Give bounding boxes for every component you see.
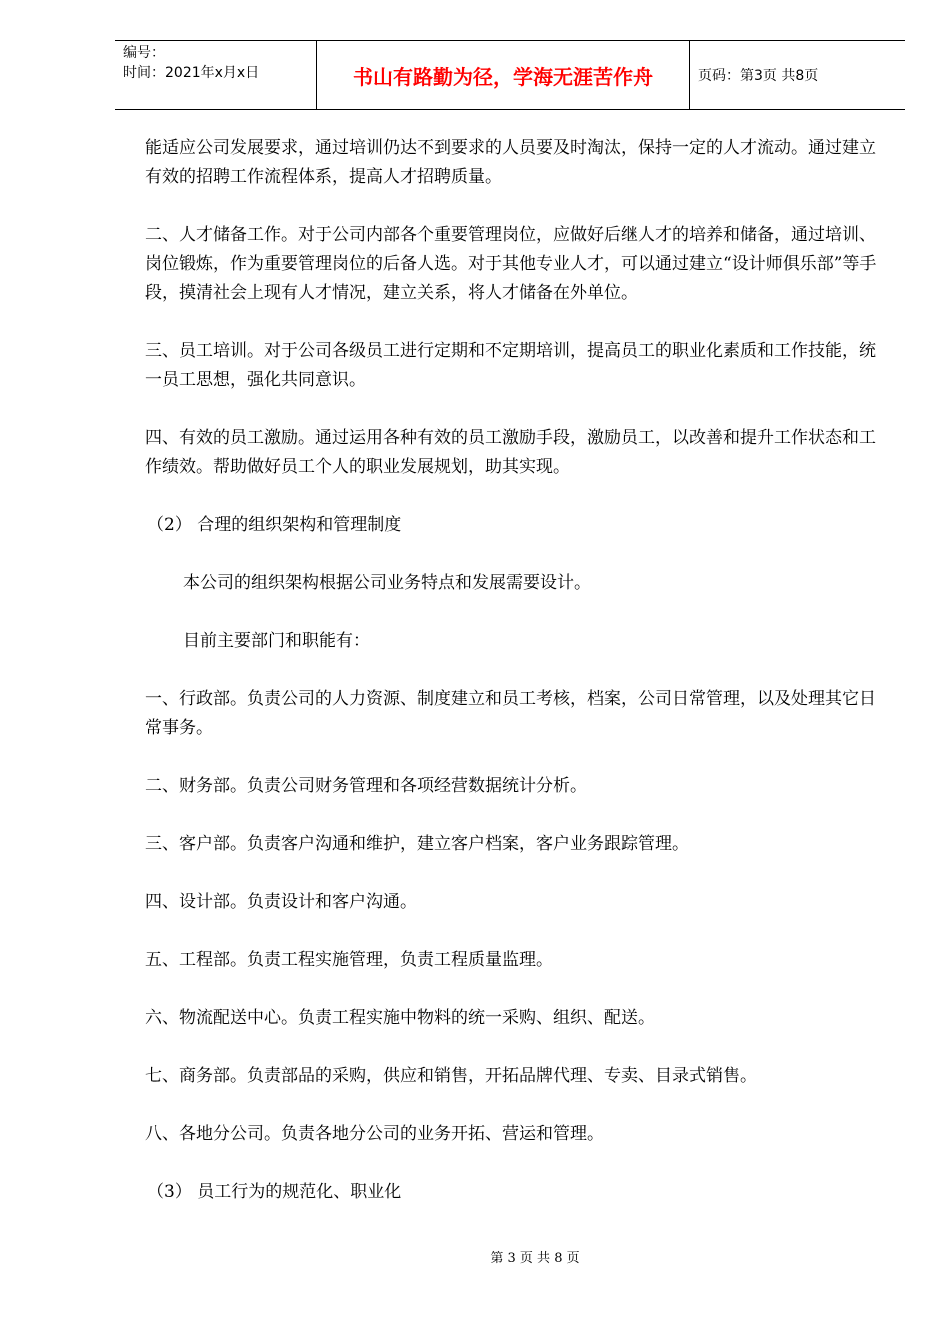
paragraph: 能适应公司发展要求，通过培训仍达不到要求的人员要及时淘汰，保持一定的人才流动。通过建立有效的招聘工作流程体系，提高人才招聘质量。 [145,138,876,187]
department-item: 八、各地分公司。负责各地分公司的业务开拓、营运和管理。 [145,1124,604,1144]
page-footer: 第 3 页 共 8 页 [490,1251,580,1266]
header-page-label: 页码：第3页 共8页 [698,68,819,84]
department-item: 二、财务部。负责公司财务管理和各项经营数据统计分析。 [145,776,587,796]
paragraph: 三、员工培训。对于公司各级员工进行定期和不定期培训，提高员工的职业化素质和工作技能，统一员工思想，强化共同意识。 [145,341,876,390]
code-label: 编号： [123,45,165,61]
header-motto: 书山有路勤为径，学海无涯苦作舟 [316,41,690,109]
department-item: 七、商务部。负责部品的采购，供应和销售，开拓品牌代理、专卖、目录式销售。 [145,1066,757,1086]
time-label: 时间：2021年x月x日 [123,65,260,81]
department-item: 三、客户部。负责客户沟通和维护，建立客户档案，客户业务跟踪管理。 [145,834,689,854]
paragraph: 四、有效的员工激励。通过运用各种有效的员工激励手段，激励员工，以改善和提升工作状态和工作绩效。帮助做好员工个人的职业发展规划，助其实现。 [145,428,876,477]
department-item: 六、物流配送中心。负责工程实施中物料的统一采购、组织、配送。 [145,1008,655,1028]
paragraph: 本公司的组织架构根据公司业务特点和发展需要设计。 [183,573,591,593]
section-heading: （2） 合理的组织架构和管理制度 [147,515,402,535]
paragraph: 二、人才储备工作。对于公司内部各个重要管理岗位，应做好后继人才的培养和储备，通过培训、岗位锻炼，作为重要管理岗位的后备人选。对于其他专业人才，可以通过建立“设计师俱乐部”等手段，摸清社会上现有人才情况，建立关系，将人才储备在外单位。 [145,225,877,303]
section-heading: （3） 员工行为的规范化、职业化 [147,1182,402,1202]
document-header [115,40,905,110]
department-item: 一、行政部。负责公司的人力资源、制度建立和员工考核，档案，公司日常管理，以及处理其它日常事务。 [145,689,876,738]
paragraph: 目前主要部门和职能有： [183,631,370,651]
document-body [145,134,885,1207]
department-item: 五、工程部。负责工程实施管理，负责工程质量监理。 [145,950,553,970]
department-item: 四、设计部。负责设计和客户沟通。 [145,892,417,912]
header-meta [115,41,316,109]
